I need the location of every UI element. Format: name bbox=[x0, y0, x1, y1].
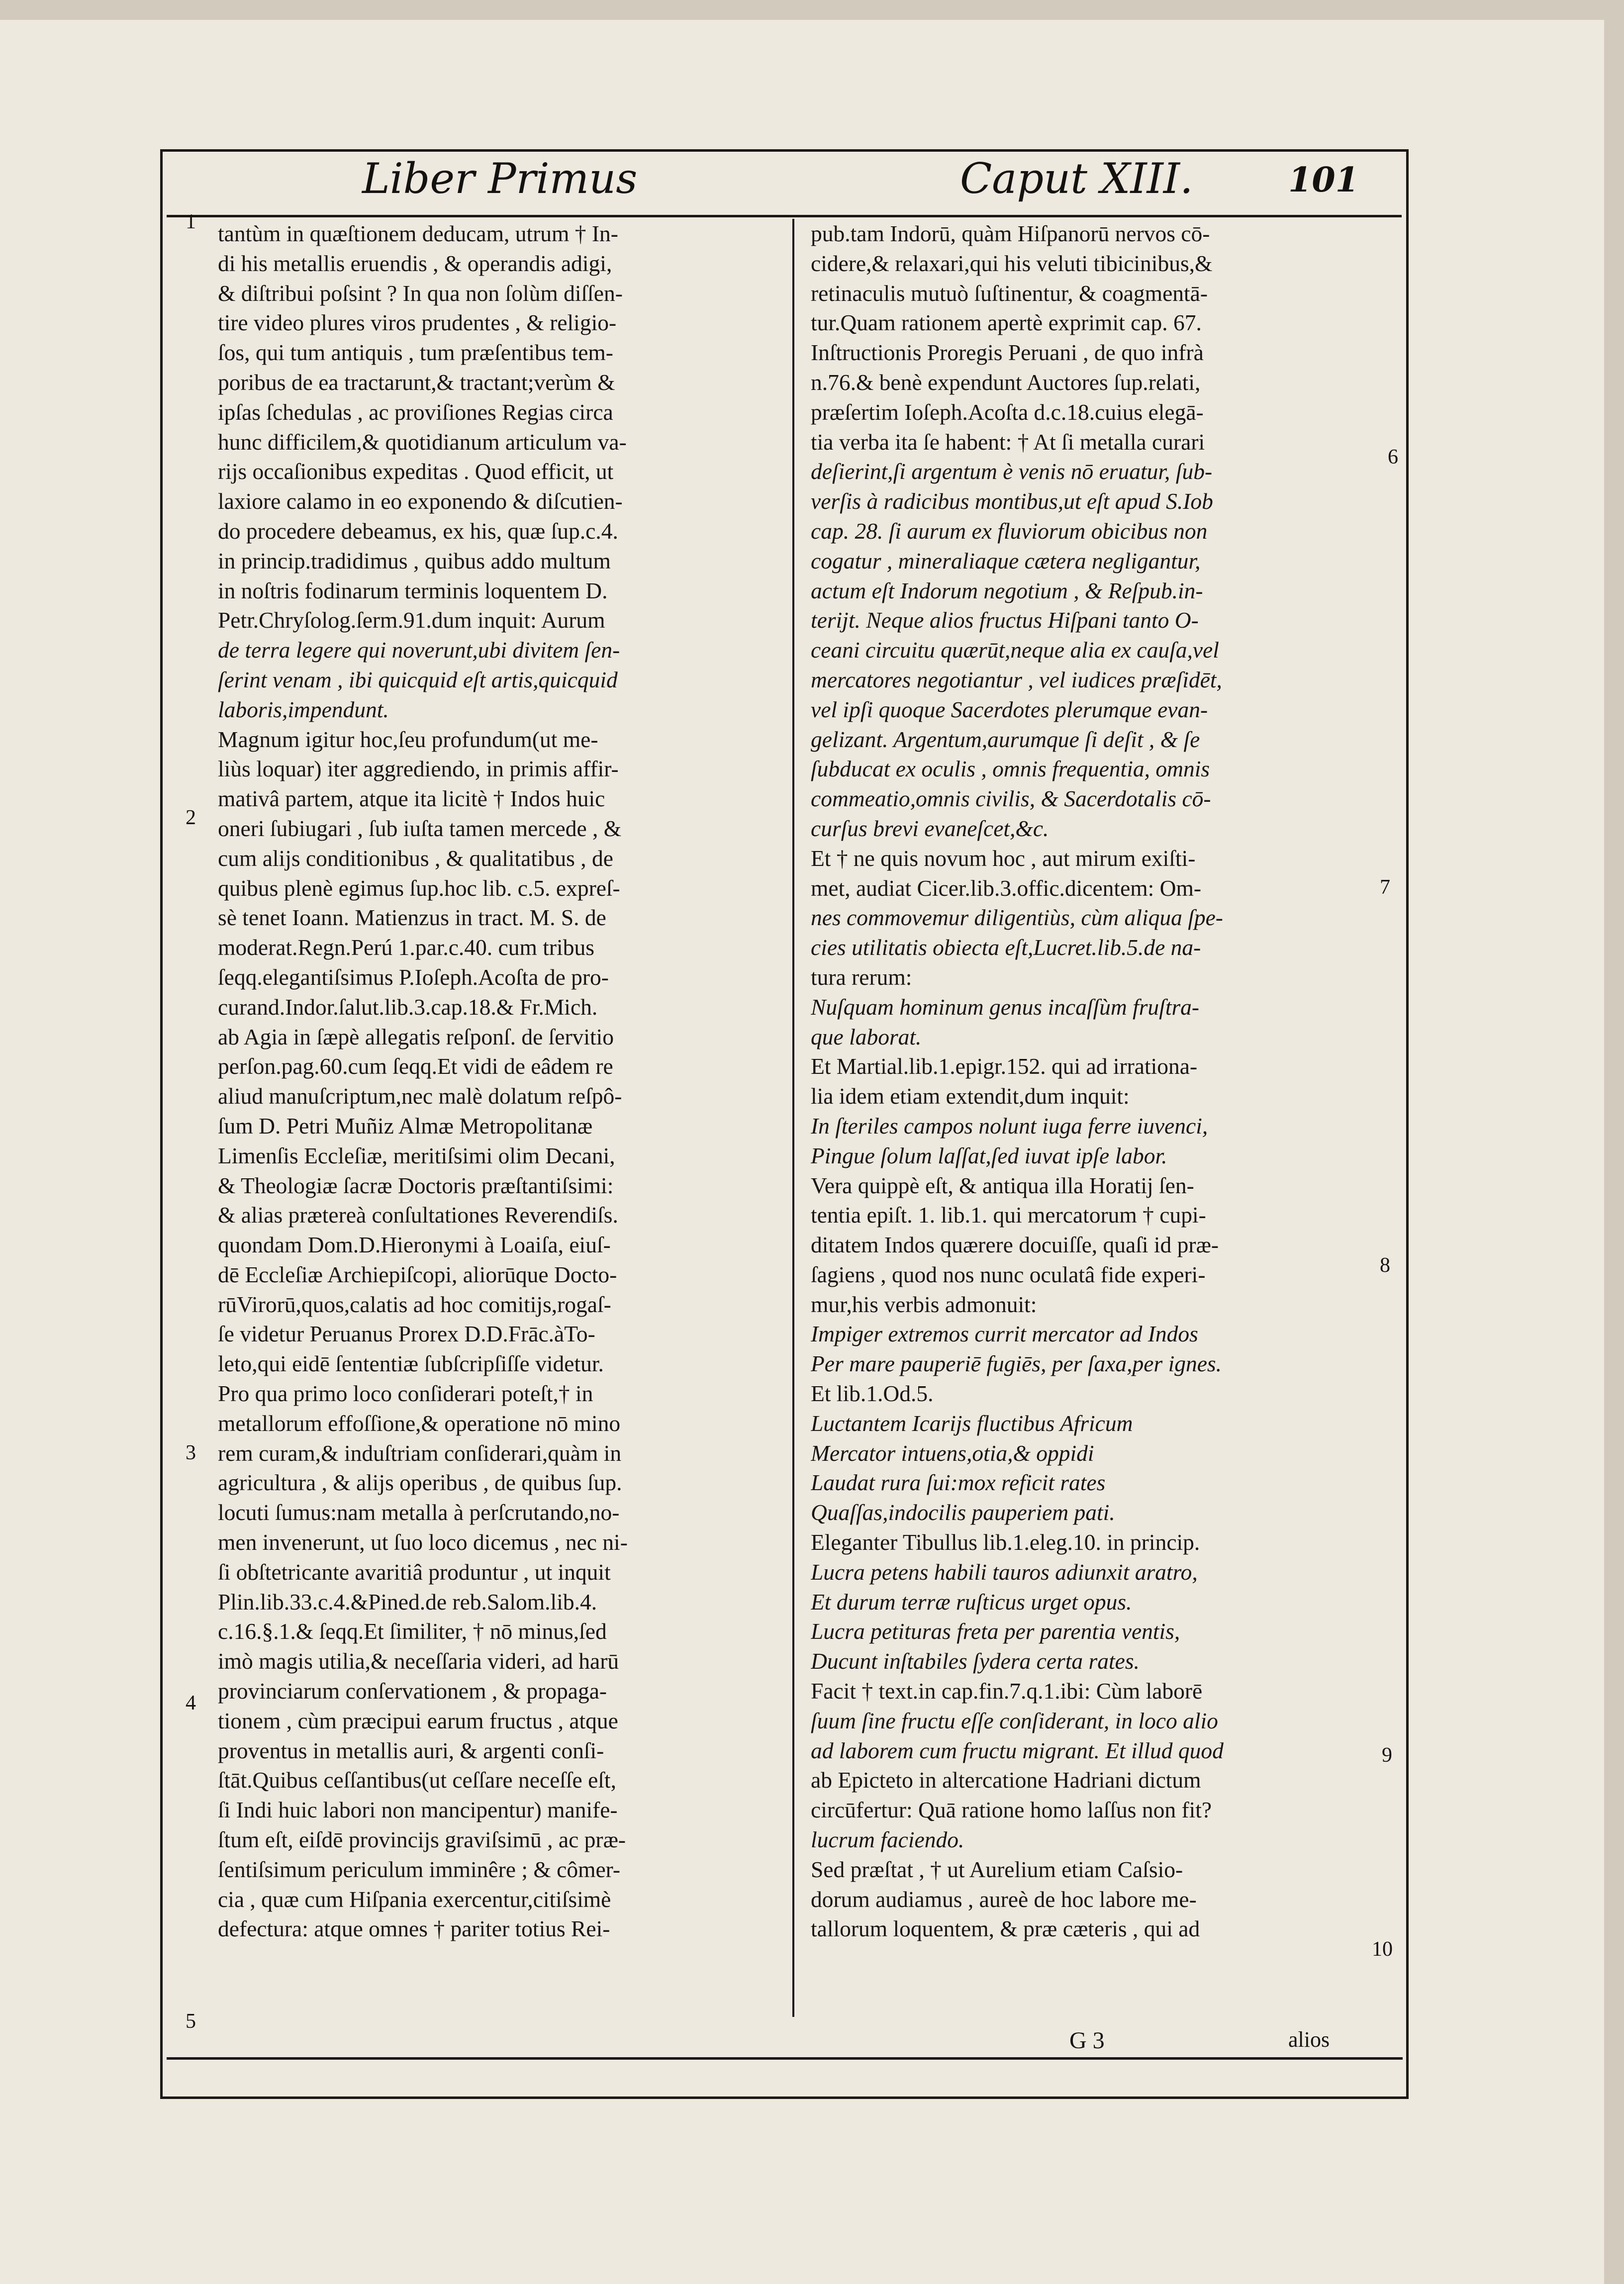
text-line: mur,his verbis admonuit: bbox=[811, 1291, 1037, 1317]
text-line: Et † ne quis novum hoc , aut mirum exiſti- bbox=[811, 845, 1196, 871]
text-line: sè tenet Ioann. Matienzus in tract. M. S. de bbox=[218, 905, 606, 931]
text-line: agricultura , & alijs operibus , de quibus ſup. bbox=[218, 1470, 622, 1496]
text-line: n.76.& benè expendunt Auctores ſup.relati, bbox=[811, 369, 1201, 395]
text-line: Vera quippè eſt, & antiqua illa Horatij ſen- bbox=[811, 1172, 1194, 1198]
margin-number-left: 5 bbox=[186, 2010, 196, 2033]
running-head-right: Caput XIII. bbox=[960, 154, 1193, 203]
text-line: que laborat. bbox=[811, 1024, 922, 1049]
text-line: Petr.Chryſolog.ſerm.91.dum inquit: Aurum bbox=[218, 607, 605, 633]
text-line: hunc difficilem,& quotidianum articulum va- bbox=[218, 429, 627, 455]
margin-number-right: 9 bbox=[1382, 1744, 1392, 1767]
text-line: cap. 28. ſi aurum ex fluviorum obicibus non bbox=[811, 518, 1208, 544]
text-line: ſuum ſine fructu eſſe conſiderant, in loco alio bbox=[811, 1708, 1218, 1733]
text-line: vel ipſi quoque Sacerdotes plerumque evan- bbox=[811, 696, 1208, 722]
margin-number-right: 7 bbox=[1380, 876, 1390, 899]
text-line: in noſtris fodinarum terminis loquentem D. bbox=[218, 577, 608, 603]
text-line: nes commovemur diligentiùs, cùm aliqua ſpe- bbox=[811, 905, 1223, 931]
text-line: ſentiſsimum periculum imminêre ; & cômer- bbox=[218, 1856, 621, 1882]
text-line: ipſas ſchedulas , ac proviſiones Regias circa bbox=[218, 399, 613, 425]
text-line: rem curam,& induſtriam conſiderari,quàm in bbox=[218, 1440, 622, 1466]
text-line: ſubducat ex oculis , omnis frequentia, omnis bbox=[811, 756, 1210, 782]
margin-number-left: 1 bbox=[186, 210, 196, 233]
page-number: 101 bbox=[1288, 160, 1359, 200]
text-line: In ſteriles campos nolunt iuga ferre iuvenci, bbox=[811, 1113, 1208, 1139]
text-line: Et durum terræ ruſticus urget opus. bbox=[811, 1589, 1132, 1615]
text-line: & diſtribui poſsint ? In qua non ſolùm diſſen- bbox=[218, 280, 623, 306]
text-line: rūVirorū,quos,calatis ad hoc comitijs,rogaſ- bbox=[218, 1291, 611, 1317]
text-line: lucrum faciendo. bbox=[811, 1827, 964, 1853]
text-line: curſus brevi evaneſcet,&c. bbox=[811, 815, 1049, 841]
column-rule bbox=[792, 219, 794, 2017]
margin-number-left: 4 bbox=[186, 1692, 196, 1714]
text-line: tura rerum: bbox=[811, 964, 912, 990]
text-line: Laudat rura ſui:mox reficit rates bbox=[811, 1470, 1106, 1496]
text-line: ſtum eſt, eiſdē provincijs graviſsimū , ac præ- bbox=[218, 1827, 626, 1853]
text-line: Per mare pauperiē fugiēs, per ſaxa,per ignes. bbox=[811, 1351, 1222, 1377]
text-line: ſi Indi huic labori non mancipentur) manife- bbox=[218, 1797, 618, 1823]
text-line: imò magis utilia,& neceſſaria videri, ad harū bbox=[218, 1648, 619, 1674]
signature-mark: G 3 bbox=[1069, 2027, 1105, 2054]
text-line: do procedere debeamus, ex his, quæ ſup.c.4. bbox=[218, 518, 618, 544]
text-line: cogatur , mineraliaque cætera negligantur, bbox=[811, 548, 1201, 573]
text-line: leto,qui eidē ſententiæ ſubſcripſiſſe videtur. bbox=[218, 1351, 604, 1377]
text-line: Facit † text.in cap.fin.7.q.1.ibi: Cùm laborē bbox=[811, 1678, 1203, 1704]
text-line: ab Epicteto in altercatione Hadriani dictum bbox=[811, 1767, 1201, 1793]
text-line: liùs loquar) iter aggrediendo, in primis affir- bbox=[218, 756, 619, 782]
text-line: deſierint,ſi argentum è venis nō eruatur, ſub- bbox=[811, 459, 1213, 484]
text-line: Ducunt inſtabiles ſydera certa rates. bbox=[811, 1648, 1140, 1674]
text-line: di his metallis eruendis , & operandis adigi, bbox=[218, 250, 612, 276]
text-line: tur.Quam rationem apertè exprimit cap. 67. bbox=[811, 310, 1202, 336]
text-line: Et Martial.lib.1.epigr.152. qui ad irrationa- bbox=[811, 1053, 1198, 1079]
text-line: Limenſis Eccleſiæ, meritiſsimi olim Decani, bbox=[218, 1142, 615, 1168]
footer-rule bbox=[167, 2057, 1403, 2060]
header-rule bbox=[167, 215, 1402, 217]
text-line: moderat.Regn.Perú 1.par.c.40. cum tribus bbox=[218, 935, 594, 960]
right-column bbox=[811, 219, 1363, 2017]
text-line: Quaſſas,indocilis pauperiem pati. bbox=[811, 1500, 1115, 1525]
text-line: tentia epiſt. 1. lib.1. qui mercatorum † cupi- bbox=[811, 1202, 1206, 1228]
text-line: Et lib.1.Od.5. bbox=[811, 1381, 934, 1407]
text-line: Inſtructionis Proregis Peruani , de quo infrà bbox=[811, 340, 1204, 366]
text-line: retinaculis mutuò ſuſtinentur, & coagmentā- bbox=[811, 280, 1208, 306]
text-line: actum eſt Indorum negotium , & Reſpub.in- bbox=[811, 577, 1203, 603]
text-line: ab Agia in ſæpè allegatis reſponſ. de ſervitio bbox=[218, 1024, 614, 1049]
text-line: cum alijs conditionibus , & qualitatibus , de bbox=[218, 845, 613, 871]
text-line: mativâ partem, atque ita licitè † Indos huic bbox=[218, 786, 605, 812]
text-line: dē Eccleſiæ Archiepiſcopi, aliorūque Docto- bbox=[218, 1261, 617, 1287]
text-line: Sed præſtat , † ut Aurelium etiam Caſsio- bbox=[811, 1856, 1183, 1882]
text-line: Lucra petens habili tauros adiunxit aratro, bbox=[811, 1559, 1198, 1585]
text-line: men invenerunt, ut ſuo loco dicemus , nec ni- bbox=[218, 1529, 628, 1555]
text-line: ſagiens , quod nos nunc oculatâ fide experi- bbox=[811, 1261, 1206, 1287]
text-line: ſerint venam , ibi quicquid eſt artis,quicquid bbox=[218, 666, 618, 692]
text-line: terijt. Neque alios fructus Hiſpani tanto O- bbox=[811, 607, 1199, 633]
text-line: & Theologiæ ſacræ Doctoris præſtantiſsimi: bbox=[218, 1172, 614, 1198]
text-line: Impiger extremos currit mercator ad Indos bbox=[811, 1321, 1198, 1347]
text-line: tia verba ita ſe habent: † At ſi metalla curari bbox=[811, 429, 1205, 455]
text-line: ditatem Indos quærere docuiſſe, quaſi id præ- bbox=[811, 1232, 1219, 1258]
margin-number-left: 2 bbox=[186, 806, 196, 829]
text-line: perſon.pag.60.cum ſeqq.Et vidi de eâdem re bbox=[218, 1053, 613, 1079]
text-line: lia idem etiam extendit,dum inquit: bbox=[811, 1083, 1130, 1109]
text-line: commeatio,omnis civilis, & Sacerdotalis cō- bbox=[811, 786, 1211, 812]
text-line: ſe videtur Peruanus Prorex D.D.Frāc.àTo- bbox=[218, 1321, 595, 1347]
text-line: circūfertur: Quā ratione homo laſſus non fit? bbox=[811, 1797, 1212, 1823]
text-line: ſtāt.Quibus ceſſantibus(ut ceſſare neceſſe eſt, bbox=[218, 1767, 616, 1793]
running-head-left: Liber Primus bbox=[362, 154, 638, 203]
text-line: & alias prætereà conſultationes Reverendiſs. bbox=[218, 1202, 618, 1228]
text-line: aliud manuſcriptum,nec malè dolatum reſpô- bbox=[218, 1083, 622, 1109]
catchword: alios bbox=[1288, 2027, 1330, 2052]
margin-number-right: 10 bbox=[1372, 1938, 1393, 1961]
text-line: rijs occaſionibus expeditas . Quod efficit, ut bbox=[218, 459, 614, 484]
text-line: verſis à radicibus montibus,ut eſt apud S.Iob bbox=[811, 488, 1213, 514]
text-line: Pro qua primo loco conſiderari poteſt,† in bbox=[218, 1381, 593, 1407]
left-column bbox=[218, 219, 780, 2017]
text-line: c.16.§.1.& ſeqq.Et ſimiliter, † nō minus,ſed bbox=[218, 1618, 607, 1644]
text-line: quondam Dom.D.Hieronymi à Loaiſa, eiuſ- bbox=[218, 1232, 611, 1258]
text-line: pub.tam Indorū, quàm Hiſpanorū nervos cō- bbox=[811, 221, 1210, 246]
margin-number-right: 8 bbox=[1380, 1254, 1390, 1277]
text-line: de terra legere qui noverunt,ubi divitem ſen- bbox=[218, 637, 620, 663]
text-line: provinciarum conſervationem , & propaga- bbox=[218, 1678, 607, 1704]
text-line: Eleganter Tibullus lib.1.eleg.10. in princip. bbox=[811, 1529, 1200, 1555]
text-line: in princip.tradidimus , quibus addo multum bbox=[218, 548, 611, 573]
text-line: tallorum loquentem, & præ cæteris , qui ad bbox=[811, 1916, 1200, 1942]
text-line: ſum D. Petri Muñiz Almæ Metropolitanæ bbox=[218, 1113, 593, 1139]
text-line: met, audiat Cicer.lib.3.offic.dicentem: Om- bbox=[811, 875, 1202, 901]
text-line: poribus de ea tractarunt,& tractant;verùm & bbox=[218, 369, 615, 395]
margin-number-right: 6 bbox=[1388, 446, 1398, 469]
text-line: laxiore calamo in eo exponendo & diſcutien- bbox=[218, 488, 623, 514]
text-line: Mercator intuens,otia,& oppidi bbox=[811, 1440, 1094, 1466]
text-line: oneri ſubiugari , ſub iuſta tamen mercede , & bbox=[218, 815, 622, 841]
text-line: ceani circuitu quærūt,neque alia ex cauſa,vel bbox=[811, 637, 1219, 663]
text-line: Pingue ſolum laſſat,ſed iuvat ipſe labor. bbox=[811, 1142, 1167, 1168]
text-line: tantùm in quæſtionem deducam, utrum † In- bbox=[218, 221, 618, 246]
text-line: Nuſquam hominum genus incaſſùm fruſtra- bbox=[811, 994, 1200, 1020]
text-line: gelizant. Argentum,aurumque ſi deſit , & ſe bbox=[811, 726, 1200, 752]
text-line: cidere,& relaxari,qui his veluti tibicinibus,& bbox=[811, 250, 1213, 276]
text-line: quibus plenè egimus ſup.hoc lib. c.5. expreſ- bbox=[218, 875, 620, 901]
text-line: laboris,impendunt. bbox=[218, 696, 389, 722]
text-line: defectura: atque omnes † pariter totius Rei- bbox=[218, 1916, 610, 1942]
text-line: tionem , cùm præcipui earum fructus , atque bbox=[218, 1708, 618, 1733]
text-line: Lucra petituras freta per parentia ventis, bbox=[811, 1618, 1180, 1644]
text-line: metallorum effoſſione,& operatione nō mino bbox=[218, 1410, 621, 1436]
text-line: dorum audiamus , aureè de hoc labore me- bbox=[811, 1886, 1197, 1912]
text-line: cies utilitatis obiecta eſt,Lucret.lib.5.de na- bbox=[811, 935, 1201, 960]
text-line: mercatores negotiantur , vel iudices præſidēt, bbox=[811, 666, 1222, 692]
text-line: proventus in metallis auri, & argenti conſi- bbox=[218, 1737, 604, 1763]
text-line: cia , quæ cum Hiſpania exercentur,citiſsimè bbox=[218, 1886, 611, 1912]
text-line: Plin.lib.33.c.4.&Pined.de reb.Salom.lib.4. bbox=[218, 1589, 597, 1615]
text-line: ad laborem cum fructu migrant. Et illud quod bbox=[811, 1737, 1224, 1763]
text-line: tire video plures viros prudentes , & religio- bbox=[218, 310, 617, 336]
text-line: ſos, qui tum antiquis , tum præſentibus tem- bbox=[218, 340, 613, 366]
text-line: ſeqq.elegantiſsimus P.Ioſeph.Acoſta de pro- bbox=[218, 964, 609, 990]
margin-number-left: 3 bbox=[186, 1441, 196, 1464]
text-line: curand.Indor.ſalut.lib.3.cap.18.& Fr.Mich. bbox=[218, 994, 598, 1020]
text-line: ſi obſtetricante avaritiâ produntur , ut inquit bbox=[218, 1559, 611, 1585]
text-line: locuti ſumus:nam metalla à perſcrutando,no- bbox=[218, 1500, 620, 1525]
text-line: præſertim Ioſeph.Acoſta d.c.18.cuius elegā- bbox=[811, 399, 1204, 425]
text-line: Magnum igitur hoc,ſeu profundum(ut me- bbox=[218, 726, 598, 752]
text-line: Luctantem Icarijs fluctibus Africum bbox=[811, 1410, 1133, 1436]
